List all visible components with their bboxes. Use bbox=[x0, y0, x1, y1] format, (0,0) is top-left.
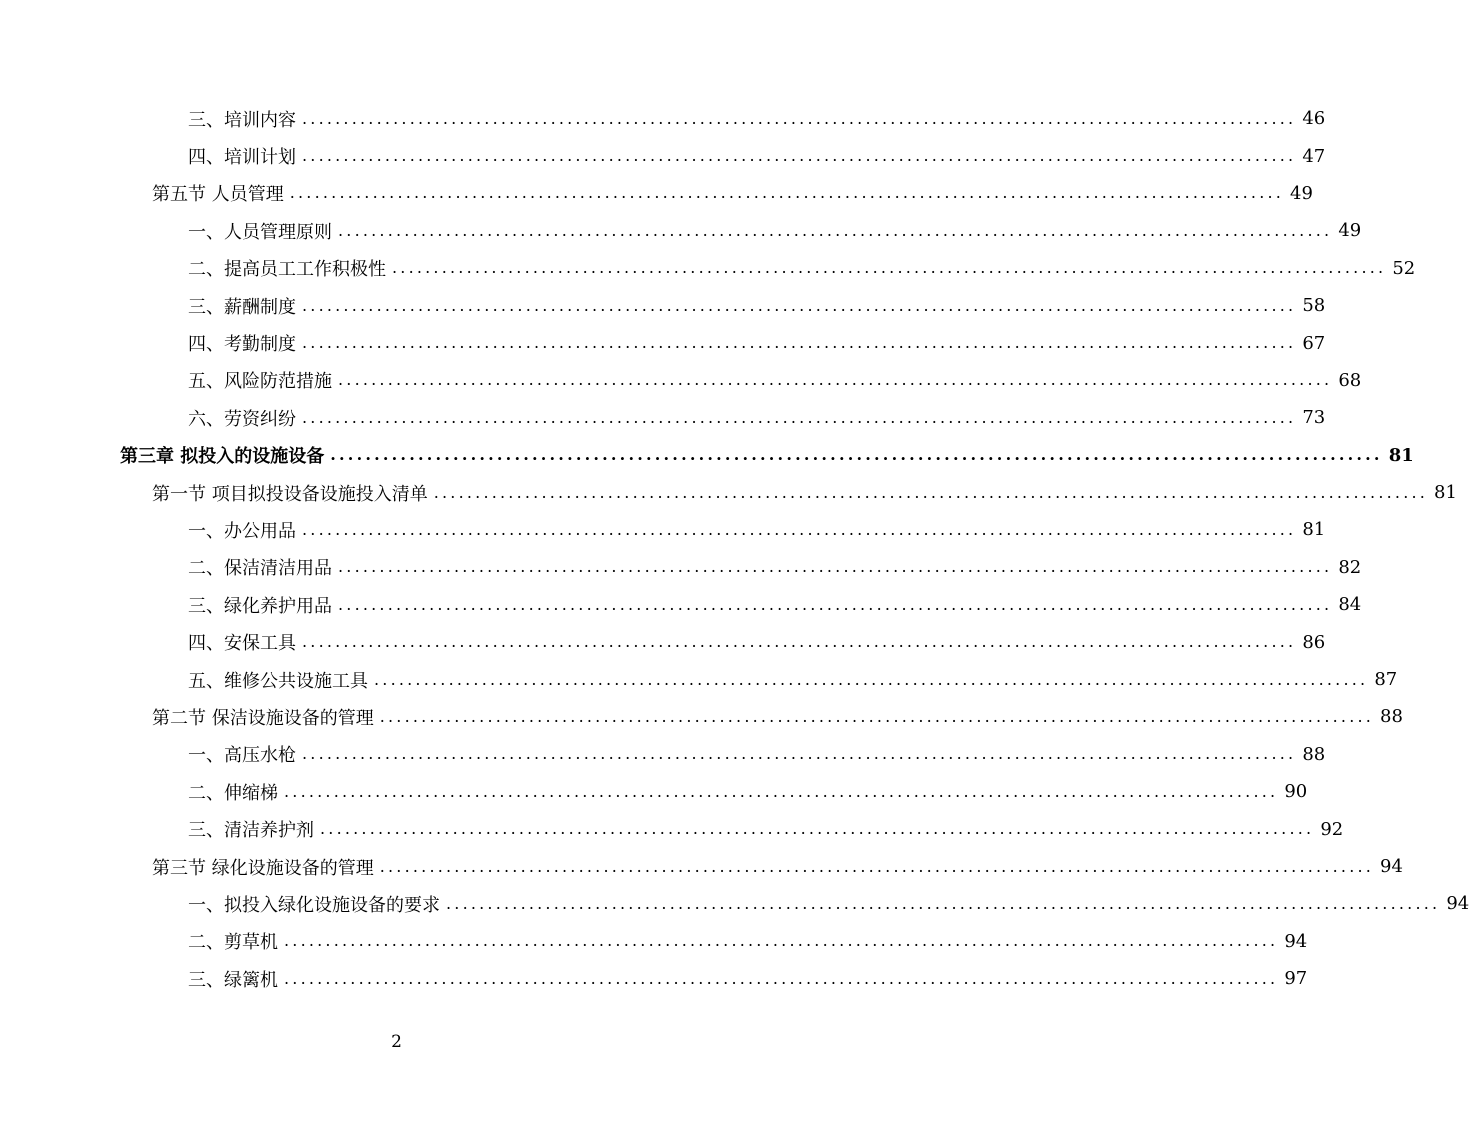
toc-dot-leader: ........................................................................................................................ bbox=[284, 931, 1279, 951]
toc-entry-page-number: 94 bbox=[1446, 893, 1469, 915]
toc-dot-leader: ........................................................................................................................ bbox=[302, 108, 1297, 128]
toc-entry-item[interactable] bbox=[0, 549, 1362, 586]
table-of-contents bbox=[0, 100, 1469, 997]
toc-entry-page-number: 90 bbox=[1284, 781, 1308, 803]
toc-entry-item[interactable] bbox=[0, 137, 1326, 174]
toc-entry-label: 二、提高员工工作积极性 bbox=[188, 255, 392, 281]
toc-entry-label: 五、维修公共设施工具 bbox=[188, 667, 374, 693]
toc-dot-leader: ........................................................................................................................ bbox=[379, 856, 1375, 876]
toc-dot-leader: ........................................................................................................................ bbox=[338, 220, 1333, 240]
toc-dot-leader: ........................................................................................................................ bbox=[302, 744, 1297, 764]
toc-entry-item[interactable] bbox=[0, 960, 1308, 997]
toc-entry-label: 二、剪草机 bbox=[188, 928, 284, 954]
toc-entry-label: 第二节 保洁设施设备的管理 bbox=[152, 704, 380, 730]
toc-dot-leader: ........................................................................................................................ bbox=[302, 407, 1297, 427]
toc-entry-label: 四、安保工具 bbox=[188, 629, 302, 655]
toc-entry-item[interactable] bbox=[0, 773, 1308, 810]
toc-entry-item[interactable] bbox=[0, 287, 1326, 324]
toc-dot-leader: ........................................................................................................................ bbox=[302, 333, 1297, 353]
toc-entry-label: 五、风险防范措施 bbox=[188, 367, 338, 393]
toc-entry-label: 三、绿篱机 bbox=[188, 966, 284, 992]
toc-entry-page-number: 46 bbox=[1302, 108, 1326, 130]
toc-entry-label: 一、办公用品 bbox=[188, 517, 302, 543]
toc-entry-item[interactable] bbox=[0, 250, 1416, 287]
toc-dot-leader: ........................................................................................................................ bbox=[284, 968, 1279, 988]
page-number: 2 bbox=[391, 1032, 402, 1052]
toc-entry-page-number: 97 bbox=[1284, 968, 1308, 990]
toc-entry-item[interactable] bbox=[0, 923, 1308, 960]
toc-entry-label: 一、拟投入绿化设施设备的要求 bbox=[188, 891, 446, 917]
toc-dot-leader: ........................................................................................................................ bbox=[338, 557, 1333, 577]
toc-dot-leader: ........................................................................................................................ bbox=[338, 370, 1333, 390]
toc-dot-leader: ........................................................................................................................ bbox=[446, 893, 1441, 913]
toc-entry-section[interactable] bbox=[0, 474, 1457, 511]
toc-entry-page-number: 88 bbox=[1302, 743, 1326, 765]
toc-entry-chapter[interactable] bbox=[0, 437, 1414, 474]
toc-dot-leader: ........................................................................................................................ bbox=[320, 819, 1315, 839]
toc-entry-label: 一、人员管理原则 bbox=[188, 218, 338, 244]
toc-dot-leader: ........................................................................................................................ bbox=[338, 594, 1333, 614]
toc-entry-page-number: 86 bbox=[1302, 631, 1326, 653]
toc-entry-section[interactable] bbox=[0, 698, 1403, 735]
toc-entry-page-number: 67 bbox=[1302, 332, 1326, 354]
toc-entry-section[interactable] bbox=[0, 848, 1403, 885]
toc-entry-page-number: 82 bbox=[1338, 556, 1362, 578]
toc-dot-leader: ........................................................................................................................ bbox=[302, 519, 1297, 539]
toc-entry-item[interactable] bbox=[0, 100, 1326, 137]
toc-entry-item[interactable] bbox=[0, 885, 1469, 922]
toc-entry-page-number: 81 bbox=[1302, 519, 1326, 541]
toc-dot-leader: ........................................................................................................................ bbox=[379, 706, 1375, 726]
toc-entry-page-number: 88 bbox=[1380, 706, 1403, 728]
toc-entry-label: 二、伸缩梯 bbox=[188, 779, 284, 805]
toc-dot-leader: ........................................................................................................................ bbox=[289, 183, 1285, 203]
toc-entry-page-number: 81 bbox=[1434, 482, 1457, 504]
toc-entry-page-number: 84 bbox=[1338, 594, 1362, 616]
toc-entry-label: 三、清洁养护剂 bbox=[188, 816, 320, 842]
toc-entry-page-number: 94 bbox=[1380, 856, 1403, 877]
toc-entry-label: 四、考勤制度 bbox=[188, 330, 302, 356]
toc-entry-item[interactable] bbox=[0, 661, 1398, 698]
toc-dot-leader: ........................................................................................................................ bbox=[302, 295, 1297, 315]
toc-dot-leader: ........................................................................................................................ bbox=[433, 482, 1429, 502]
toc-entry-item[interactable] bbox=[0, 736, 1326, 773]
toc-entry-item[interactable] bbox=[0, 362, 1362, 399]
toc-entry-label: 六、劳资纠纷 bbox=[188, 405, 302, 431]
toc-entry-item[interactable] bbox=[0, 212, 1362, 249]
toc-entry-page-number: 87 bbox=[1374, 669, 1398, 691]
toc-entry-item[interactable] bbox=[0, 810, 1344, 847]
toc-entry-label: 三、绿化养护用品 bbox=[188, 592, 338, 618]
toc-entry-page-number: 92 bbox=[1320, 818, 1344, 840]
toc-entry-page-number: 73 bbox=[1302, 407, 1326, 429]
toc-dot-leader: ........................................................................................................................ bbox=[302, 146, 1297, 166]
toc-entry-page-number: 49 bbox=[1338, 220, 1362, 242]
toc-dot-leader: ........................................................................................................................ bbox=[330, 445, 1383, 465]
toc-entry-label: 三、薪酬制度 bbox=[188, 293, 302, 319]
toc-entry-page-number: 68 bbox=[1338, 369, 1362, 391]
toc-entry-label: 第一节 项目拟投设备设施投入清单 bbox=[152, 480, 434, 506]
toc-entry-label: 三、培训内容 bbox=[188, 106, 302, 132]
toc-entry-page-number: 47 bbox=[1302, 145, 1326, 167]
toc-dot-leader: ........................................................................................................................ bbox=[392, 258, 1387, 278]
toc-entry-label: 第三节 绿化设施设备的管理 bbox=[152, 854, 380, 880]
toc-entry-item[interactable] bbox=[0, 324, 1326, 361]
toc-entry-label: 第三章 拟投入的设施设备 bbox=[120, 442, 330, 468]
toc-entry-label: 第五节 人员管理 bbox=[152, 180, 290, 206]
toc-entry-page-number: 81 bbox=[1388, 444, 1414, 466]
toc-dot-leader: ........................................................................................................................ bbox=[302, 632, 1297, 652]
toc-entry-label: 四、培训计划 bbox=[188, 143, 302, 169]
toc-entry-item[interactable] bbox=[0, 399, 1326, 436]
toc-entry-item[interactable] bbox=[0, 623, 1326, 660]
toc-entry-page-number: 49 bbox=[1290, 182, 1313, 204]
toc-dot-leader: ........................................................................................................................ bbox=[374, 669, 1369, 689]
toc-entry-item[interactable] bbox=[0, 586, 1362, 623]
toc-entry-page-number: 52 bbox=[1392, 257, 1416, 279]
toc-entry-item[interactable] bbox=[0, 511, 1326, 548]
toc-dot-leader: ........................................................................................................................ bbox=[284, 781, 1279, 801]
toc-entry-section[interactable] bbox=[0, 175, 1313, 212]
toc-entry-page-number: 94 bbox=[1284, 930, 1308, 952]
toc-entry-page-number: 58 bbox=[1302, 295, 1326, 317]
toc-entry-label: 二、保洁清洁用品 bbox=[188, 554, 338, 580]
toc-entry-label: 一、高压水枪 bbox=[188, 741, 302, 767]
